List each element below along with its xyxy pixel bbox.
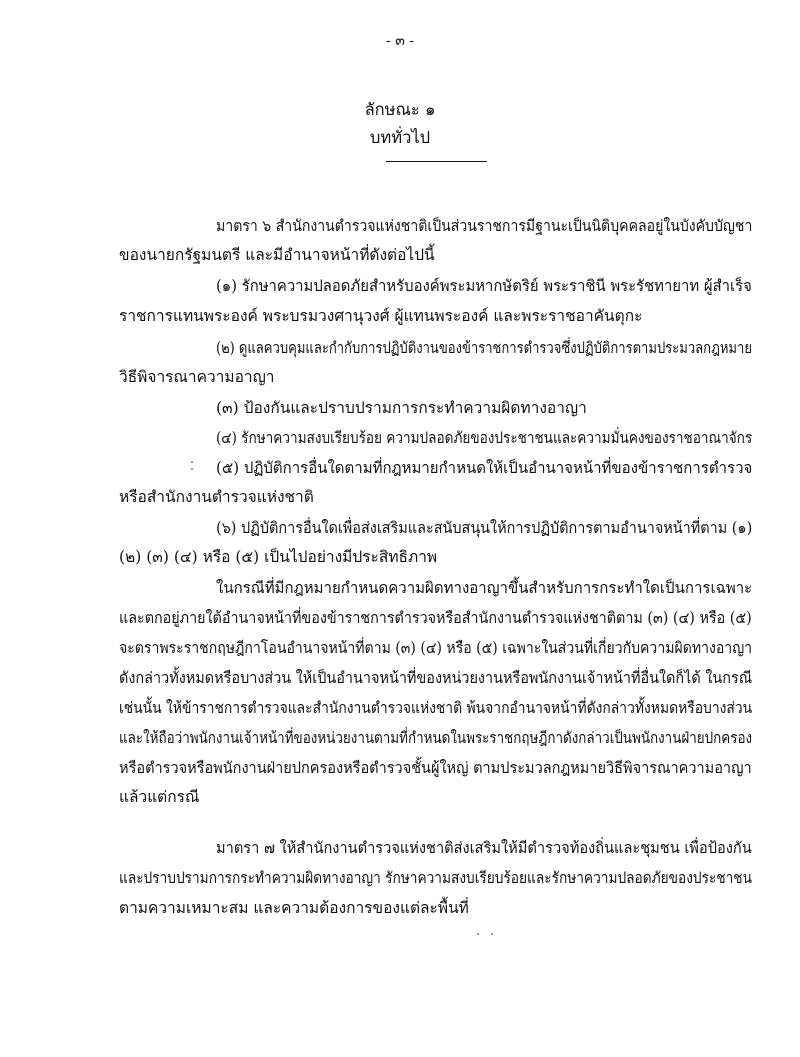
paragraph-line-7: หรือตำรวจหรือพนักงานฝ่ายปกครองหรือตำรวจชั้นผู้ใหญ่ ตามประมวลกฎหมายวิธีพิจารณาความอาญา (119, 759, 752, 777)
item-1-line-2: ราชการแทนพระองค์ พระบรมวงศานุวงศ์ ผู้แทนพระองค์ และพระราชอาคันตุกะ (119, 307, 643, 325)
paragraph-line-5: เช่นนั้น ให้ข้าราชการตำรวจและสำนักงานตำรวจแห่งชาติ พ้นจากอำนาจหน้าที่ดังกล่าวทั้งหมดหรือบางส่วน (119, 699, 753, 717)
item-3-line: (๓) ป้องกันและปราบปรามการกระทำความผิดทางอาญา (216, 399, 587, 417)
section-7-line-3: ตามความเหมาะสม และความต้องการของแต่ละพื้นที่ (119, 899, 469, 917)
paragraph-line-4: ดังกล่าวทั้งหมดหรือบางส่วน ให้เป็นอำนาจหน้าที่ของหน่วยงานหรือพนักงานเจ้าหน้าที่อื่นใดก็ได้ ในกรณี (119, 669, 753, 687)
chapter-title: ลักษณะ ๑ (364, 100, 436, 119)
section-7-line-2: และปราบปรามการกระทำความผิดทางอาญา รักษาความสงบเรียบร้อยและรักษาความปลอดภัยของประชาชน (119, 869, 752, 887)
paragraph-line-6: และให้ถือว่าพนักงานเจ้าหน้าที่ของหน่วยงานตามที่กำหนดในพระราชกฤษฎีกาดังกล่าวเป็นพนักงานฝ่ายปกครอง (119, 729, 753, 747)
item-5-line-2: หรือสำนักงานตำรวจแห่งชาติ (119, 488, 314, 506)
item-2-line-1: (๒) ดูแลควบคุมและกำกับการปฏิบัติงานของข้าราชการตำรวจซึ่งปฏิบัติการตามประมวลกฎหมาย (216, 339, 752, 357)
chapter-subtitle: บททั่วไป (369, 128, 431, 147)
item-6-line-1: (๖) ปฏิบัติการอื่นใดเพื่อส่งเสริมและสนับสนุนให้การปฏิบัติการตามอำนาจหน้าที่ตาม (๑) (216, 519, 753, 537)
item-4-line: (๔) รักษาความสงบเรียบร้อย ความปลอดภัยของประชาชนและความมั่นคงของราชอาณาจักร (216, 429, 753, 447)
paragraph-line-8: แล้วแต่กรณี (119, 788, 200, 806)
item-2-line-2: วิธีพิจารณาความอาญา (119, 368, 275, 386)
section-6-line-1: มาตรา ๖ สำนักงานตำรวจแห่งชาติเป็นส่วนราชการมีฐานะเป็นนิติบุคคลอยู่ในบังคับบัญชา (216, 217, 753, 235)
paragraph-line-2: และตกอยู่ภายใต้อำนาจหน้าที่ของข้าราชการตำรวจหรือสำนักงานตำรวจแห่งชาติตาม (๓) (๔) หรือ (๕) (119, 609, 752, 627)
section-7-line-1: มาตรา ๗ ให้สำนักงานตำรวจแห่งชาติส่งเสริมให้มีตำรวจท้องถิ่นและชุมชน เพื่อป้องกัน (216, 839, 752, 857)
heading-underline (386, 161, 487, 162)
scan-speck (491, 933, 493, 935)
scan-speck (477, 933, 479, 935)
item-1-line-1: (๑) รักษาความปลอดภัยสำหรับองค์พระมหากษัตริย์ พระราชินี พระรัชทายาท ผู้สำเร็จ (216, 277, 752, 295)
scan-speck (191, 461, 193, 463)
scan-speck (191, 468, 193, 470)
section-6-line-2: ของนายกรัฐมนตรี และมีอำนาจหน้าที่ดังต่อไปนี้ (119, 246, 435, 264)
paragraph-line-1: ในกรณีที่มีกฎหมายกำหนดความผิดทางอาญาขึ้นสำหรับการกระทำใดเป็นการเฉพาะ (216, 579, 753, 597)
paragraph-line-3: จะตราพระราชกฤษฎีกาโอนอำนาจหน้าที่ตาม (๓) (๔) หรือ (๕) เฉพาะในส่วนที่เกี่ยวกับความผิดทางอาญา (119, 639, 753, 657)
page-number: - ๓ - (386, 33, 414, 49)
item-5-line-1: (๕) ปฏิบัติการอื่นใดตามที่กฎหมายกำหนดให้เป็นอำนาจหน้าที่ของข้าราชการตำรวจ (216, 459, 753, 477)
item-6-line-2: (๒) (๓) (๔) หรือ (๕) เป็นไปอย่างมีประสิทธิภาพ (119, 548, 438, 566)
